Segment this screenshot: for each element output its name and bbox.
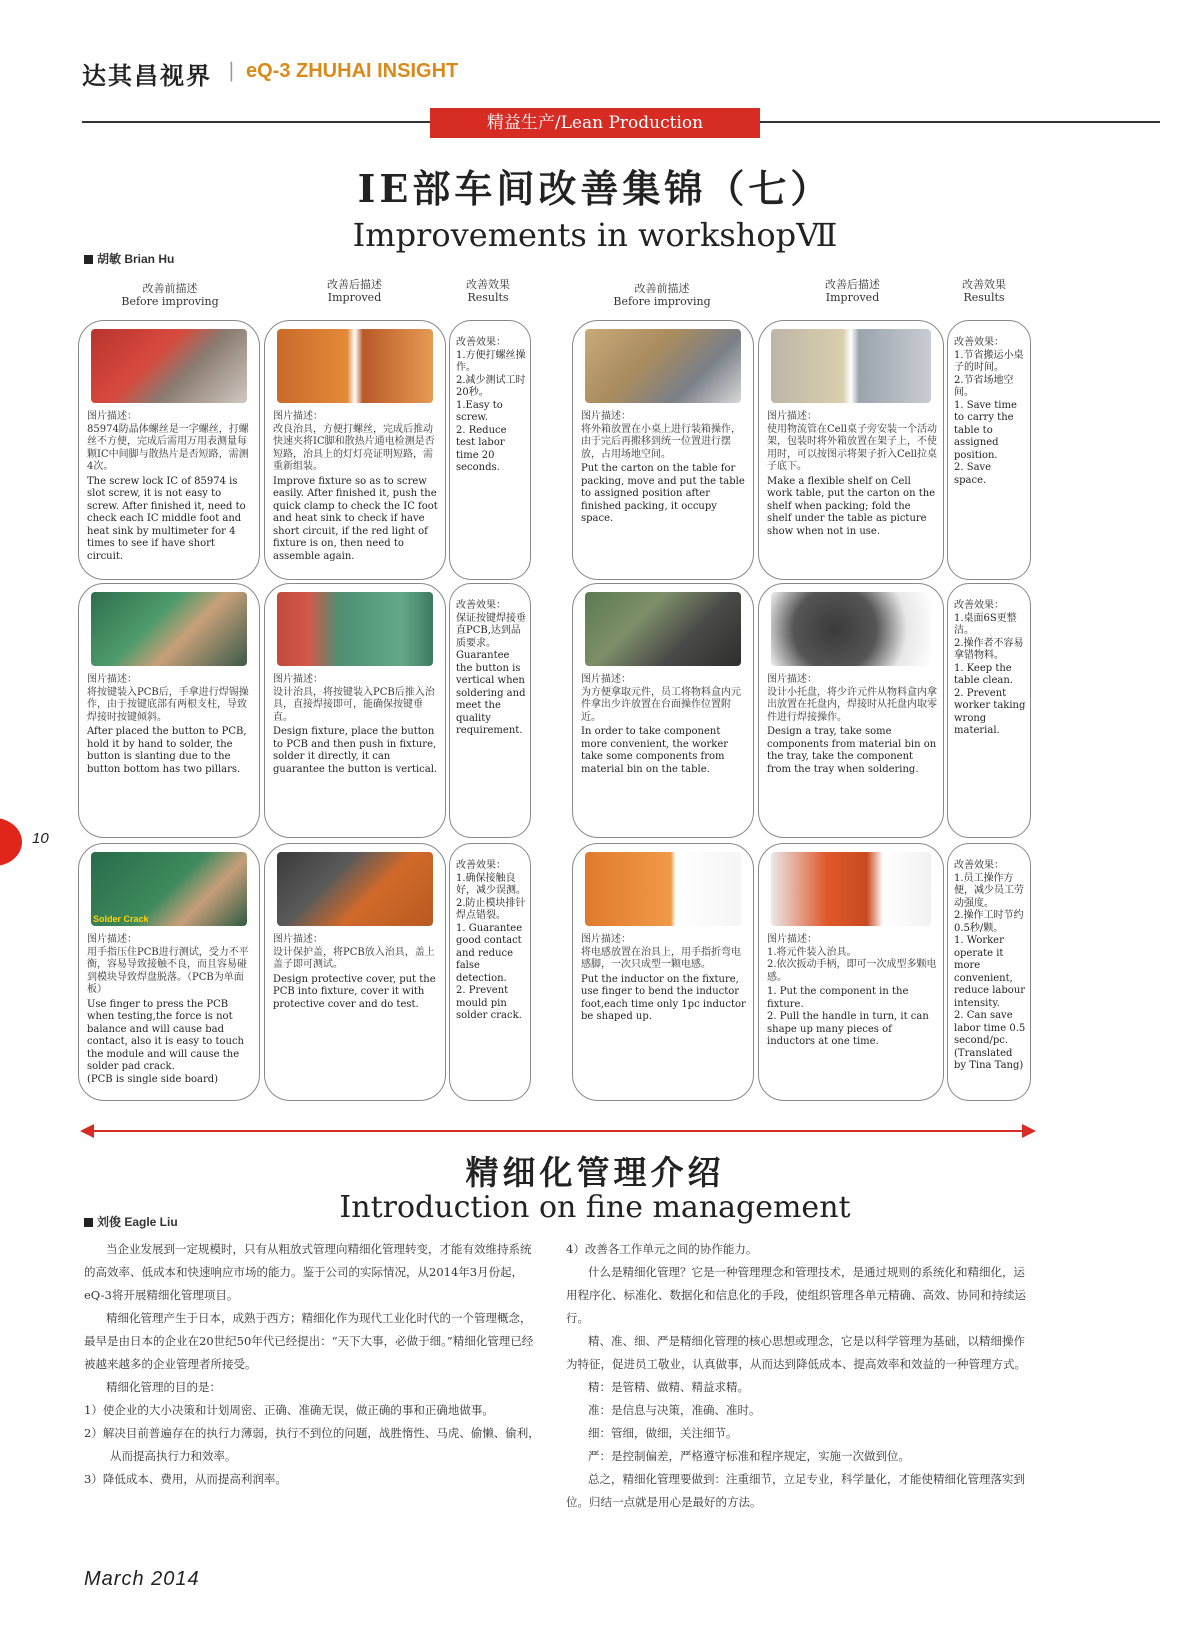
row3-left-before-card: Solder Crack 图片描述： 用手指压住PCB进行测试，受力不平衡，容易导致接触不良，而且容易碰到模块导致焊盘脱落。（PCB为单面板） Use finger to press the PCB when testing,the force is not balance and will cause bad contact, also it is easy to touch the module and will cause the solder pad crack. (PCB is single side board) <box>78 843 260 1101</box>
article2-author: 刘俊 Eagle Liu <box>84 1213 178 1230</box>
photo-pcb-test <box>91 852 247 926</box>
photo-flexible-shelf <box>771 329 931 403</box>
row1-right-results-card: 改善效果： 1.节省搬运小桌子的时间。 2.节省场地空间。 1. Save time to carry the table to assigned position. 2. Save space. <box>947 320 1031 580</box>
header-improved-right: 改善后描述 Improved <box>825 278 880 304</box>
paragraph: 精：是管精、做精、精益求精。 <box>588 1380 749 1394</box>
brand-separator: | <box>228 58 235 82</box>
article2-right-column <box>566 1238 1030 1514</box>
row1-left-improved-card: 图片描述： 改良治具，方便打螺丝，完成后推动快速夹将IC脚和散热片通电检测是否短路，治具上的灯灯亮证明短路，需重新组装。 Improve fixture so as to screw easily. After finished it, push the quick clamp to check the IC foot and heat sink to check if have short circuit, if the red light of fixture is on, then need to assemble again. <box>264 320 446 580</box>
row3-right-improved-card: 图片描述： 1.将元件装入治具。 2.依次扳动手柄，即可一次成型多颗电感。 1. Put the component in the fixture. 2. Pull the handle in turn, it can shape up many pieces of inductors at one time. <box>758 843 944 1101</box>
header-improved-left: 改善后描述 Improved <box>327 278 382 304</box>
article2-left-column <box>84 1238 540 1491</box>
list-item: 2）解决目前普遍存在的执行力薄弱，执行不到位的问题，战胜惰性、马虎、偷懒、偷利，从而提高执行力和效率。 <box>84 1426 540 1463</box>
row3-left-results-card: 改善效果： 1.确保接触良好，减少误测。 2.防止模块排针焊点错裂。 1. Guarantee good contact and reduce false detection. 2. Prevent mould pin solder crack. <box>449 843 531 1101</box>
photo-button-fixture <box>277 592 433 666</box>
photo-button-pcb <box>91 592 247 666</box>
row1-right-before-card: 图片描述： 将外箱放置在小桌上进行装箱操作，由于完后再搬移到统一位置进行摆放，占用场地空间。 Put the carton on the table for packing, move and put the table to assigned position after finished packing, it occupy space. <box>572 320 754 580</box>
header-results-right: 改善效果 Results <box>962 278 1006 304</box>
photo-protective-cover <box>277 852 433 926</box>
header-rule-right <box>760 121 1160 123</box>
article1-title-en: Improvements in workshopⅦ <box>352 216 838 254</box>
row2-left-improved-card: 图片描述： 设计治具，将按键装入PCB后推入治具，直接焊接即可，能确保按键垂直。 Design fixture, place the button to PCB and then push in fixture, solder it directly, it can guarantee the button is vertical. <box>264 583 446 838</box>
page-number-tab <box>0 818 22 866</box>
header-before-left: 改善前描述 Before improving <box>121 282 219 308</box>
divider-line <box>92 1130 1028 1132</box>
photo-component-bin <box>585 592 741 666</box>
photo-label-solder-crack: Solder Crack <box>93 914 149 924</box>
header-rule-left <box>82 121 430 123</box>
brand-en: eQ-3 ZHUHAI INSIGHT <box>246 60 459 82</box>
article2-title-en: Introduction on fine management <box>339 1190 851 1225</box>
row1-right-improved-card: 图片描述： 使用物流管在Cell桌子旁安装一个活动架，包装时将外箱放置在架子上，不使用时，可以按图示将架子折入Cell拉桌子底下。 Make a flexible shelf on Cell work table, put the carton on the shelf when packing; fold the shelf under the table as picture show when not in use. <box>758 320 944 580</box>
paragraph: 精、准、细、严是精细化管理的核心思想或理念，它是以科学管理为基础，以精细操作为特征，促进员工敬业，认真做事，从而达到降低成本、提高效率和效益的一种管理方式。 <box>566 1334 1026 1371</box>
photo-screw-ic <box>91 329 247 403</box>
page-number: 10 <box>32 830 49 847</box>
paragraph: 总之，精细化管理要做到：注重细节，立足专业，科学量化，才能使精细化管理落实到位。归结一点就是用心是最好的方法。 <box>566 1472 1025 1509</box>
paragraph: 精细化管理的目的是： <box>106 1380 221 1394</box>
section-tag: 精益生产/Lean Production <box>430 108 760 138</box>
paragraph: 什么是精细化管理？它是一种管理理念和管理技术，是通过规则的系统化和精细化，运用程序化、标准化、数据化和信息化的手段，使组织管理各单元精确、高效、协同和持续运行。 <box>566 1265 1026 1325</box>
row3-right-results-card: 改善效果： 1.员工操作方便，减少员工劳动强度。 2.操作工时节约0.5秒/颗。 1. Worker operate it more convenient, reduce labour intensity. 2. Can save labor time 0.5 second/pc. (Translated by Tina Tang) <box>947 843 1031 1101</box>
paragraph: 当企业发展到一定规模时，只有从粗放式管理向精细化管理转变，才能有效维持系统的高效率、低成本和快速响应市场的能力。鉴于公司的实际情况，从2014年3月份起，eQ-3将开展精细化管理项目。 <box>84 1242 532 1302</box>
header-before-right: 改善前描述 Before improving <box>613 282 711 308</box>
row2-left-before-card: 图片描述： 将按键装入PCB后，手拿进行焊锡操作，由于按键底部有两根支柱，导致焊接时按键倾斜。 After placed the button to PCB, hold it by hand to solder, the button is slanting due to the button bottom has two pillars. <box>78 583 260 838</box>
footer-date: March 2014 <box>84 1568 200 1590</box>
row2-left-results-card: 改善效果： 保证按键焊接垂直PCB,达到品质要求。 Guarantee the button is vertical when soldering and meet the quality requirement. <box>449 583 531 838</box>
photo-fixture-clamp <box>277 329 433 403</box>
list-item: 4）改善各工作单元之间的协作能力。 <box>566 1242 758 1256</box>
row2-right-before-card: 图片描述： 为方便拿取元件，员工将物料盒内元件拿出少许放置在台面操作位置附近。 In order to take component more convenient, the worker take some components from material bin on the table. <box>572 583 754 838</box>
photo-inductor-handle <box>771 852 931 926</box>
list-item: 1）使企业的大小决策和计划周密、正确、准确无误，做正确的事和正确地做事。 <box>84 1403 494 1417</box>
article2-title-cn: 精细化管理介绍 <box>465 1153 725 1192</box>
photo-component-tray <box>771 592 931 666</box>
paragraph: 准：是信息与决策，准确、准时。 <box>588 1403 761 1417</box>
row1-left-results-card: 改善效果： 1.方便打螺丝操作。 2.减少测试工时20秒。 1.Easy to screw. 2. Reduce test labor time 20 seconds. <box>449 320 531 580</box>
paragraph: 细：管细，做细，关注细节。 <box>588 1426 738 1440</box>
article1-title-cn: IE部车间改善集锦（七） <box>357 166 833 211</box>
row3-right-before-card: 图片描述： 将电感放置在治具上，用手指折弯电感脚，一次只成型一颗电感。 Put the inductor on the fixture, use finger to bend the inductor foot,each time only 1pc inductor be shaped up. <box>572 843 754 1101</box>
paragraph: 严：是控制偏差，严格遵守标准和程序规定，实施一次做到位。 <box>588 1449 910 1463</box>
list-item: 3）降低成本、费用，从而提高利润率。 <box>84 1472 287 1486</box>
row2-right-improved-card: 图片描述： 设计小托盘，将少许元件从物料盒内拿出放置在托盘内，焊接时从托盘内取零件进行焊接操作。 Design a tray, take some components from material bin on the tray, take the component from the tray when soldering. <box>758 583 944 838</box>
paragraph: 精细化管理产生于日本，成熟于西方；精细化作为现代工业化时代的一个管理概念，最早是由日本的企业在20世纪50年代已经提出：“天下大事，必做于细。”精细化管理已经被越来越多的企业管理者所接受。 <box>84 1311 534 1371</box>
divider-arrow-right <box>1022 1124 1036 1138</box>
brand-cn: 达其昌视界 <box>82 61 212 90</box>
article1-author: 胡敏 Brian Hu <box>84 250 174 267</box>
row1-left-before-card: 图片描述： 85974防晶体螺丝是一字螺丝，打螺丝不方便，完成后需用万用表测量每颗IC中间脚与散热片是否短路，需测4次。 The screw lock IC of 85974 is slot screw, it is not easy to screw. After finished it, need to check each IC middle foot and heat sink by multimeter for 4 times to see if have short circuit. <box>78 320 260 580</box>
header-results-left: 改善效果 Results <box>466 278 510 304</box>
photo-inductor-fixture <box>585 852 741 926</box>
photo-packing-table <box>585 329 741 403</box>
row3-left-improved-card: 图片描述： 设计保护盖，将PCB放入治具，盖上盖子即可测试。 Design protective cover, put the PCB into fixture, cover it with protective cover and do test. <box>264 843 446 1101</box>
row2-right-results-card: 改善效果： 1.桌面6S更整洁。 2.操作者不容易拿错物料。 1. Keep the table clean. 2. Prevent worker taking wrong material. <box>947 583 1031 838</box>
